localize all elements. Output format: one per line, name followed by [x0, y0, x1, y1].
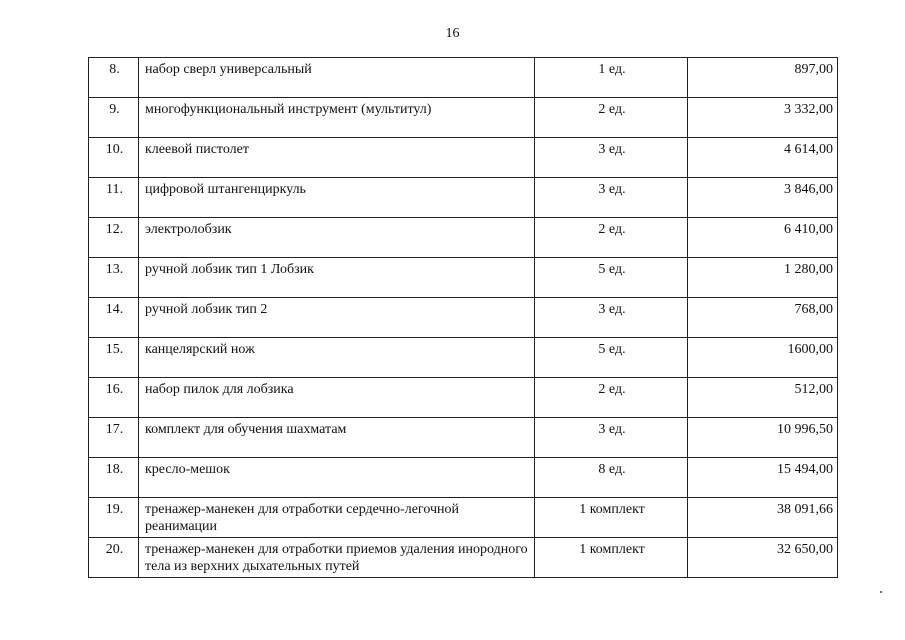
row-number-cell: 15.	[89, 338, 139, 378]
item-name-cell: цифровой штангенциркуль	[139, 178, 535, 218]
items-table	[88, 57, 838, 578]
row-number-cell: 13.	[89, 258, 139, 298]
table-row	[89, 498, 838, 538]
price-cell: 1 280,00	[688, 258, 838, 298]
quantity-cell: 3 ед.	[535, 298, 688, 338]
price-cell: 6 410,00	[688, 218, 838, 258]
item-name-cell: ручной лобзик тип 1 Лобзик	[139, 258, 535, 298]
quantity-cell: 1 комплект	[535, 538, 688, 578]
table-row	[89, 538, 838, 578]
items-table-body	[89, 58, 838, 578]
table-row	[89, 58, 838, 98]
quantity-cell: 2 ед.	[535, 378, 688, 418]
price-cell: 4 614,00	[688, 138, 838, 178]
row-number-cell: 14.	[89, 298, 139, 338]
row-number-cell: 16.	[89, 378, 139, 418]
row-number-cell: 18.	[89, 458, 139, 498]
price-cell: 1600,00	[688, 338, 838, 378]
item-name-cell: набор сверл универсальный	[139, 58, 535, 98]
quantity-cell: 3 ед.	[535, 418, 688, 458]
table-row	[89, 298, 838, 338]
row-number-cell: 12.	[89, 218, 139, 258]
price-cell: 897,00	[688, 58, 838, 98]
row-number-cell: 9.	[89, 98, 139, 138]
table-row	[89, 418, 838, 458]
item-name-cell: ручной лобзик тип 2	[139, 298, 535, 338]
row-number-cell: 8.	[89, 58, 139, 98]
table-row	[89, 458, 838, 498]
item-name-cell: электролобзик	[139, 218, 535, 258]
row-number-cell: 19.	[89, 498, 139, 538]
item-name-cell: тренажер-манекен для отработки сердечно-легочной реанимации	[139, 498, 535, 538]
item-name-cell: многофункциональный инструмент (мультитул)	[139, 98, 535, 138]
price-cell: 3 332,00	[688, 98, 838, 138]
quantity-cell: 1 ед.	[535, 58, 688, 98]
quantity-cell: 8 ед.	[535, 458, 688, 498]
price-cell: 3 846,00	[688, 178, 838, 218]
price-cell: 10 996,50	[688, 418, 838, 458]
table-row	[89, 258, 838, 298]
item-name-cell: тренажер-манекен для отработки приемов удаления инородного тела из верхних дыхательных путей	[139, 538, 535, 578]
row-number-cell: 10.	[89, 138, 139, 178]
table-row	[89, 178, 838, 218]
table-row	[89, 338, 838, 378]
page-number: 16	[445, 26, 460, 41]
row-number-cell: 20.	[89, 538, 139, 578]
item-name-cell: клеевой пистолет	[139, 138, 535, 178]
item-name-cell: комплект для обучения шахматам	[139, 418, 535, 458]
quantity-cell: 3 ед.	[535, 138, 688, 178]
quantity-cell: 1 комплект	[535, 498, 688, 538]
price-cell: 38 091,66	[688, 498, 838, 538]
table-row	[89, 138, 838, 178]
quantity-cell: 2 ед.	[535, 98, 688, 138]
table-row	[89, 98, 838, 138]
table-row	[89, 218, 838, 258]
row-number-cell: 17.	[89, 418, 139, 458]
item-name-cell: набор пилок для лобзика	[139, 378, 535, 418]
price-cell: 15 494,00	[688, 458, 838, 498]
quantity-cell: 2 ед.	[535, 218, 688, 258]
price-cell: 768,00	[688, 298, 838, 338]
row-number-cell: 11.	[89, 178, 139, 218]
quantity-cell: 3 ед.	[535, 178, 688, 218]
item-name-cell: кресло-мешок	[139, 458, 535, 498]
table-row	[89, 378, 838, 418]
price-cell: 512,00	[688, 378, 838, 418]
price-cell: 32 650,00	[688, 538, 838, 578]
stray-mark	[880, 591, 882, 593]
item-name-cell: канцелярский нож	[139, 338, 535, 378]
quantity-cell: 5 ед.	[535, 338, 688, 378]
quantity-cell: 5 ед.	[535, 258, 688, 298]
